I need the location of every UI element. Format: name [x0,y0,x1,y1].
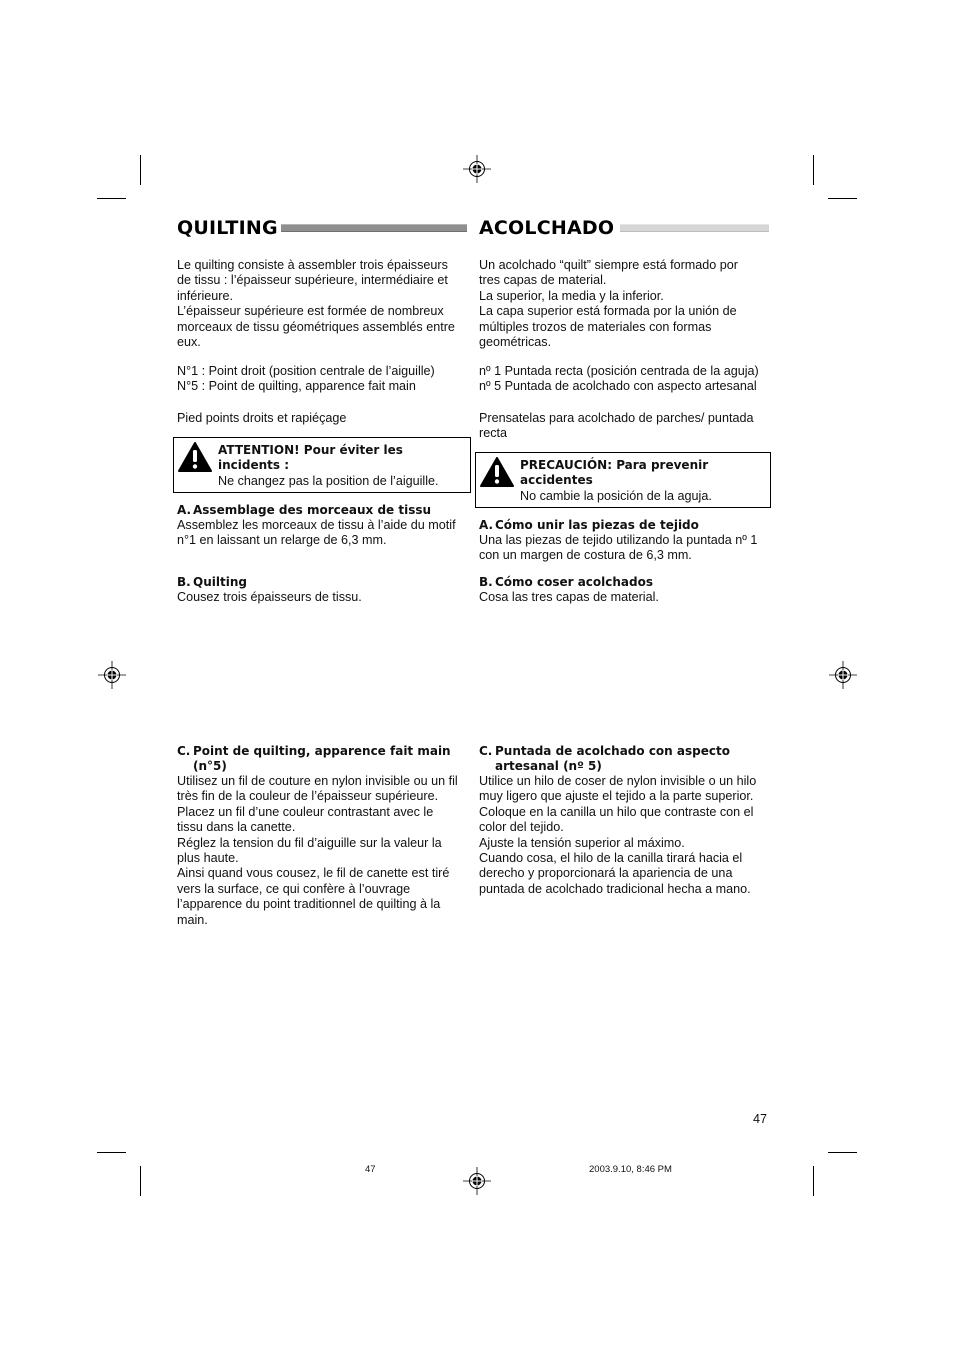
crop-mark [140,155,141,185]
text-line: Prensatelas para acolchado de parches/ puntada [479,411,754,425]
text-line: Utilisez un fil de couture en nylon invisible ou un fil [177,774,458,788]
text-line: nº 1 Puntada recta (posición centrada de la aguja) [479,364,759,378]
section-heading [479,518,772,533]
spanish-stitch-list [479,364,772,395]
section-heading [479,744,772,774]
section-letter: B. [479,575,493,589]
text-line: Réglez la tension du fil d’aiguille sur la valeur la [177,835,442,850]
text-line: geométricas. [479,335,552,350]
text-line: La superior, la media y la inferior. [479,288,664,303]
text-line: Pied points droits et rapiéçage [177,411,347,425]
text-line: Ainsi quand vous cousez, le fil de canette est tiré [177,866,450,881]
warning-heading: incidents : [218,458,290,473]
section-letter: B. [177,575,191,589]
section-title: Quilting [193,575,247,589]
section-letter: C. [177,744,191,758]
text-line: eux. [177,335,201,350]
text-line: Ajuste la tensión superior al máximo. [479,835,685,850]
spanish-title-row [479,216,769,240]
spanish-title: ACOLCHADO [479,217,615,239]
french-title-row [177,216,467,240]
section-letter: C. [479,744,493,758]
spanish-section-c [479,744,772,897]
text-line: N°1 : Point droit (position centrale de l’aiguille) [177,364,435,378]
text-line: Cousez trois épaisseurs de tissu. [177,590,362,604]
text-line: morceaux de tissu géométriques assemblés entre [177,319,455,334]
french-warning-text [218,443,466,489]
french-stitch-list [177,364,470,395]
text-line: vers la surface, ce qui confère à l’ouvrage [177,881,411,896]
footer-page-ref: 47 [365,1164,376,1175]
text-line: très fin de la couleur de l’épaisseur supérieure. [177,789,439,804]
section-heading [177,744,470,774]
text-line: Coloque en la canilla un hilo que contraste con el [479,804,754,819]
french-foot [177,411,470,426]
page-number: 47 [753,1112,768,1126]
text-line: con un margen de costura de 6,3 mm. [479,548,692,563]
french-title: QUILTING [177,217,278,239]
spanish-title-bar [620,224,769,232]
french-section-c [177,744,470,928]
warning-heading: ATTENTION! Pour éviter les [218,443,403,457]
text-line: muy ligero que ajuste el tejido a la parte superior. [479,789,754,804]
registration-mark-icon [829,661,857,689]
section-letter: A. [479,518,494,532]
text-line: Cosa las tres capas de material. [479,590,659,604]
text-line: inférieure. [177,288,234,303]
footer-timestamp: 2003.9.10, 8:46 PM [589,1164,672,1175]
section-title: Cómo unir las piezas de tejido [495,518,699,532]
text-line: tissu dans la canette. [177,820,296,835]
text-line: tres capas de material. [479,273,607,288]
text-line: recta [479,426,507,441]
section-title: artesanal (nº 5) [495,759,602,773]
section-heading [479,575,772,590]
crop-mark [828,198,857,199]
section-heading [177,575,470,590]
text-line: puntada de acolchado tradicional hecha a mano. [479,881,751,896]
warning-exclamation-icon [178,442,212,472]
text-line: color del tejido. [479,820,564,835]
section-title: Assemblage des morceaux de tissu [193,503,432,517]
text-line: múltiples trozos de materiales con formas [479,319,712,334]
registration-mark-icon [463,155,491,183]
warning-body: No cambie la posición de la aguja. [520,488,712,503]
text-line: derecho y proporcionará la apariencia de una [479,866,733,881]
section-title: Puntada de acolchado con aspecto [495,744,730,758]
spanish-section-a [479,518,772,564]
spanish-warning-box [475,452,771,508]
french-intro [177,258,470,350]
text-line: Le quilting consiste à assembler trois épaisseurs [177,258,448,272]
text-line: La capa superior está formada por la unión de [479,304,737,319]
crop-mark [828,1152,857,1153]
text-line: Cuando cosa, el hilo de la canilla tirará hacia el [479,851,743,866]
registration-mark-icon [98,661,126,689]
section-title: Point de quilting, apparence fait main [193,744,451,758]
crop-mark [813,1166,814,1196]
text-line: n°1 en laissant un relarge de 6,3 mm. [177,533,387,548]
text-line: main. [177,912,208,927]
spanish-section-b [479,575,772,605]
text-line: Assemblez les morceaux de tissu à l’aide du motif [177,518,456,532]
text-line: Placez un fil d’une couleur contrastant avec le [177,804,434,819]
registration-mark-icon [463,1167,491,1195]
section-title: (n°5) [193,759,227,773]
french-section-b [177,575,470,605]
crop-mark [97,198,126,199]
text-line: Una las piezas de tejido utilizando la puntada nº 1 [479,533,758,547]
warning-exclamation-icon [480,457,514,487]
text-line: nº 5 Puntada de acolchado con aspecto artesanal [479,379,757,394]
text-line: Utilice un hilo de coser de nylon invisible o un hilo [479,774,757,788]
warning-heading: accidentes [520,473,593,488]
french-title-bar [281,224,467,232]
section-heading [177,503,470,518]
text-line: l’apparence du point traditionnel de quilting à la [177,897,441,912]
text-line: de tissu : l’épaisseur supérieure, intermédiaire et [177,273,448,288]
section-title: Cómo coser acolchados [495,575,654,589]
text-line: Un acolchado “quilt” siempre está formado por [479,258,738,272]
crop-mark [140,1166,141,1196]
crop-mark [813,155,814,185]
text-line: N°5 : Point de quilting, apparence fait main [177,379,416,394]
spanish-intro [479,258,772,350]
warning-body: Ne changez pas la position de l’aiguille. [218,473,439,488]
spanish-warning-text [520,458,766,504]
section-letter: A. [177,503,192,517]
text-line: plus haute. [177,851,239,866]
crop-mark [97,1152,126,1153]
french-section-a [177,503,470,549]
text-line: L’épaisseur supérieure est formée de nombreux [177,304,444,319]
warning-heading: PRECAUCIÓN: Para prevenir [520,458,709,472]
french-warning-box [173,437,471,493]
spanish-foot [479,411,772,442]
